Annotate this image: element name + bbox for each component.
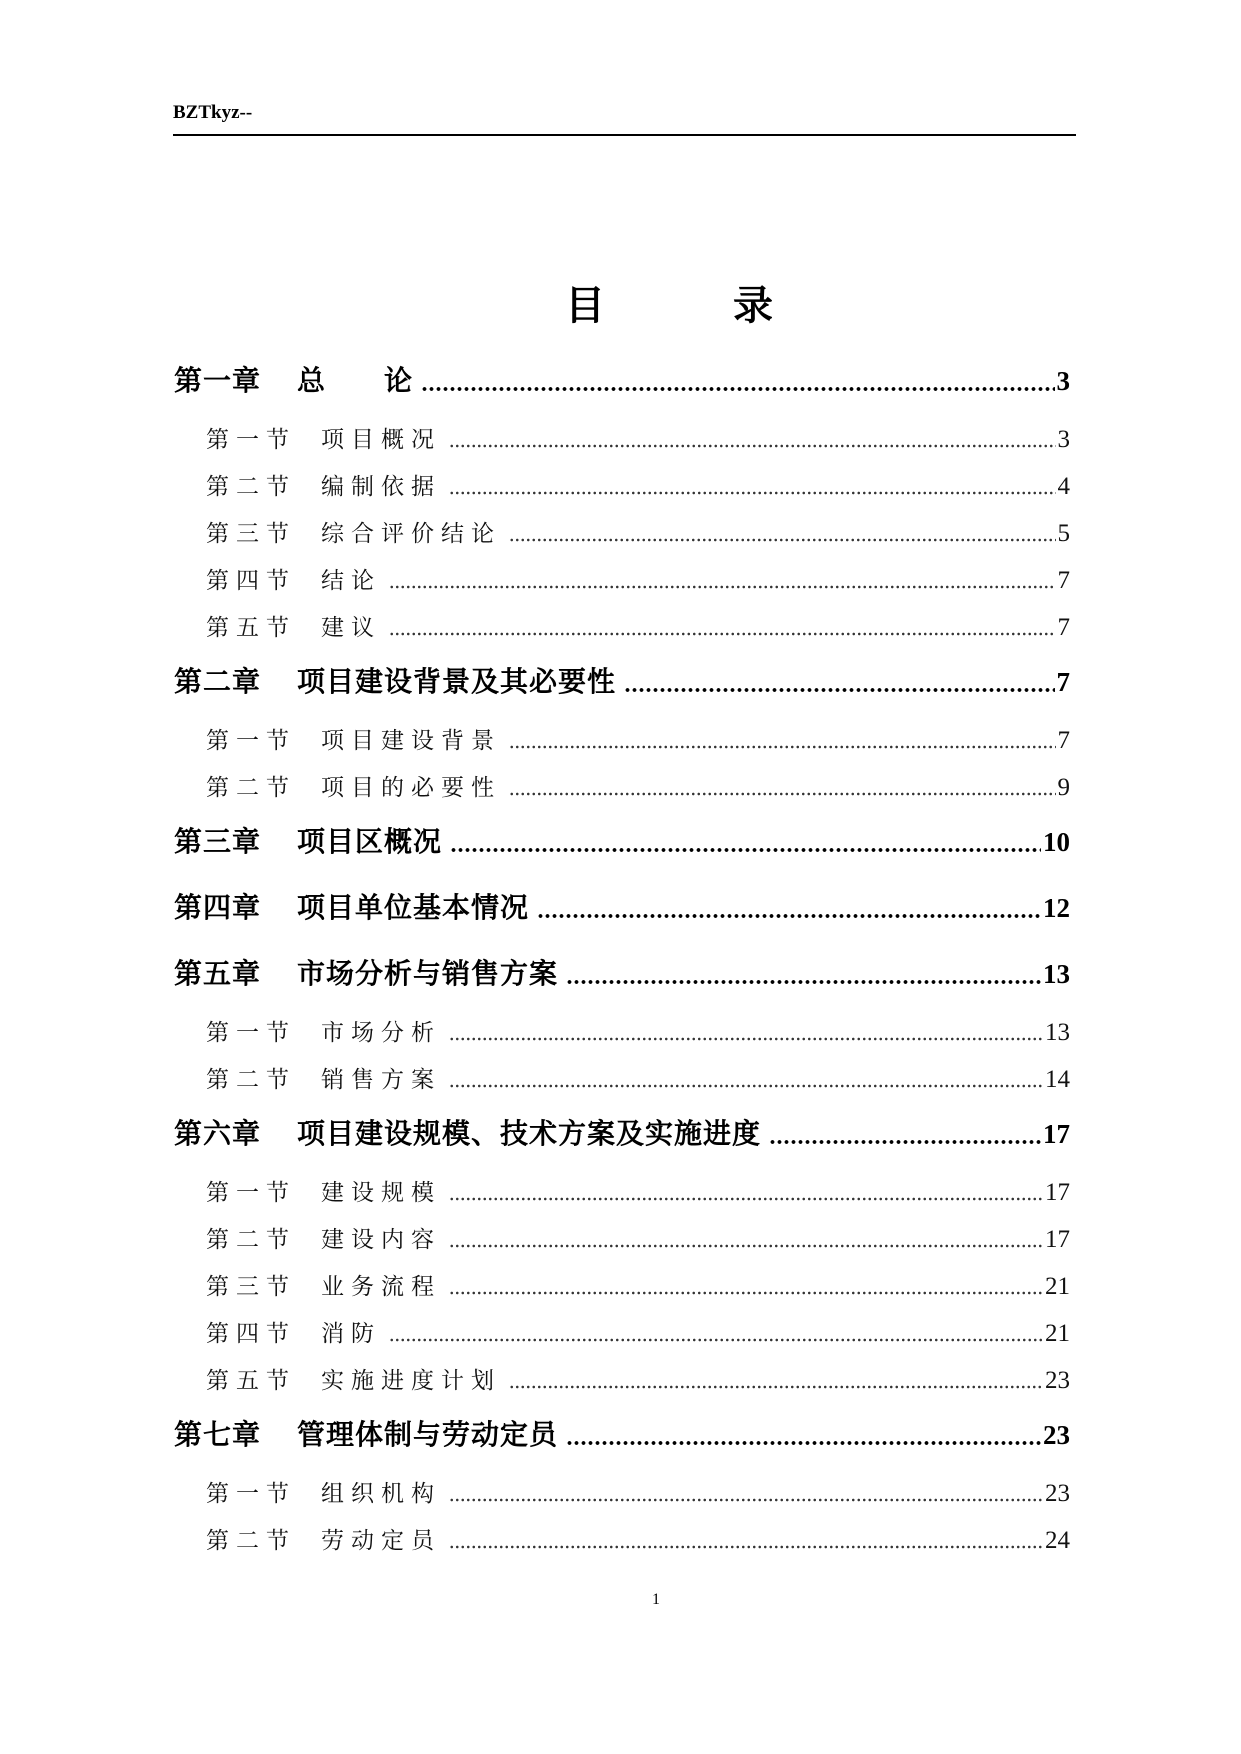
section-title: 项目建设背景 xyxy=(321,728,501,753)
section-title: 销售方案 xyxy=(321,1067,441,1092)
chapter-number: 第四章 xyxy=(174,893,262,924)
chapter-page-number: 17 xyxy=(1043,1119,1070,1149)
table-of-contents xyxy=(174,350,1070,1564)
chapter-page-number: 13 xyxy=(1043,959,1070,989)
chapter-number: 第一章 xyxy=(174,366,262,397)
dot-leader xyxy=(449,1169,1043,1216)
dot-leader xyxy=(537,885,1041,932)
toc-section-entry[interactable] xyxy=(174,604,1070,651)
section-page-number: 5 xyxy=(1057,520,1070,547)
section-page-number: 4 xyxy=(1057,473,1070,500)
chapter-page-number: 23 xyxy=(1043,1420,1070,1450)
toc-section-entry[interactable] xyxy=(174,1169,1070,1216)
dot-leader xyxy=(624,659,1054,706)
dot-leader xyxy=(566,1412,1041,1459)
dot-leader xyxy=(450,819,1041,866)
toc-chapter-entry[interactable] xyxy=(174,1111,1070,1158)
toc-section-entry[interactable] xyxy=(174,1216,1070,1263)
toc-section-entry[interactable] xyxy=(174,717,1070,764)
header-rule xyxy=(173,134,1076,136)
dot-leader xyxy=(509,764,1056,811)
toc-chapter-entry[interactable] xyxy=(174,819,1070,866)
toc-chapter-entry[interactable] xyxy=(174,659,1070,706)
section-number: 第五节 xyxy=(206,615,296,640)
dot-leader xyxy=(449,416,1056,463)
section-page-number: 21 xyxy=(1045,1320,1070,1347)
dot-leader xyxy=(389,557,1056,604)
toc-section-entry[interactable] xyxy=(174,1009,1070,1056)
section-number: 第二节 xyxy=(206,775,296,800)
dot-leader xyxy=(449,463,1056,510)
section-page-number: 24 xyxy=(1045,1527,1070,1554)
section-number: 第一节 xyxy=(206,1020,296,1045)
footer-page-number: 1 xyxy=(652,1591,660,1608)
chapter-title: 市场分析与销售方案 xyxy=(297,959,559,990)
section-number: 第四节 xyxy=(206,568,296,593)
dot-leader xyxy=(509,510,1056,557)
chapter-page-number: 7 xyxy=(1056,667,1070,697)
chapter-page-number: 12 xyxy=(1043,893,1070,923)
section-title: 消防 xyxy=(321,1321,381,1346)
dot-leader xyxy=(389,1310,1043,1357)
chapter-number: 第二章 xyxy=(174,667,262,698)
dot-leader xyxy=(389,604,1056,651)
chapter-title: 项目区概况 xyxy=(297,827,443,858)
toc-title: 目 录 xyxy=(565,283,775,328)
section-number: 第三节 xyxy=(206,521,296,546)
section-number: 第五节 xyxy=(206,1368,296,1393)
toc-section-entry[interactable] xyxy=(174,764,1070,811)
toc-chapter-entry[interactable] xyxy=(174,951,1070,998)
section-number: 第二节 xyxy=(206,1528,296,1553)
chapter-title: 管理体制与劳动定员 xyxy=(297,1420,559,1451)
dot-leader xyxy=(449,1517,1043,1564)
section-title: 实施进度计划 xyxy=(321,1368,501,1393)
dot-leader xyxy=(449,1263,1043,1310)
section-title: 编制依据 xyxy=(321,474,441,499)
section-title: 市场分析 xyxy=(321,1020,441,1045)
dot-leader xyxy=(449,1470,1043,1517)
toc-section-entry[interactable] xyxy=(174,1357,1070,1404)
chapter-page-number: 10 xyxy=(1043,827,1070,857)
section-page-number: 23 xyxy=(1045,1367,1070,1394)
chapter-title: 总 论 xyxy=(297,366,414,397)
toc-chapter-entry[interactable] xyxy=(174,358,1070,405)
section-title: 组织机构 xyxy=(321,1481,441,1506)
section-page-number: 9 xyxy=(1057,774,1070,801)
header-document-code: BZTkyz-- xyxy=(173,102,253,123)
dot-leader xyxy=(769,1111,1041,1158)
section-page-number: 7 xyxy=(1057,614,1070,641)
section-title: 综合评价结论 xyxy=(321,521,501,546)
section-number: 第一节 xyxy=(206,728,296,753)
section-number: 第三节 xyxy=(206,1274,296,1299)
section-page-number: 7 xyxy=(1057,567,1070,594)
chapter-title: 项目建设背景及其必要性 xyxy=(297,667,617,698)
section-page-number: 14 xyxy=(1045,1066,1070,1093)
dot-leader xyxy=(449,1056,1043,1103)
dot-leader xyxy=(421,358,1054,405)
section-number: 第二节 xyxy=(206,474,296,499)
dot-leader xyxy=(566,951,1041,998)
section-page-number: 7 xyxy=(1057,727,1070,754)
dot-leader xyxy=(509,1357,1043,1404)
section-title: 建设规模 xyxy=(321,1180,441,1205)
chapter-number: 第五章 xyxy=(174,959,262,990)
section-title: 结论 xyxy=(321,568,381,593)
section-title: 建议 xyxy=(321,615,381,640)
chapter-title: 项目单位基本情况 xyxy=(297,893,530,924)
section-number: 第一节 xyxy=(206,427,296,452)
section-title: 业务流程 xyxy=(321,1274,441,1299)
toc-section-entry[interactable] xyxy=(174,510,1070,557)
chapter-page-number: 3 xyxy=(1056,366,1070,396)
chapter-number: 第七章 xyxy=(174,1420,262,1451)
chapter-number: 第三章 xyxy=(174,827,262,858)
chapter-title: 项目建设规模、技术方案及实施进度 xyxy=(297,1119,762,1150)
section-number: 第一节 xyxy=(206,1481,296,1506)
section-title: 劳动定员 xyxy=(321,1528,441,1553)
section-page-number: 17 xyxy=(1045,1226,1070,1253)
section-page-number: 23 xyxy=(1045,1480,1070,1507)
toc-chapter-entry[interactable] xyxy=(174,1412,1070,1459)
section-page-number: 13 xyxy=(1045,1019,1070,1046)
chapter-number: 第六章 xyxy=(174,1119,262,1150)
section-number: 第四节 xyxy=(206,1321,296,1346)
section-page-number: 17 xyxy=(1045,1179,1070,1206)
section-number: 第一节 xyxy=(206,1180,296,1205)
section-title: 项目概况 xyxy=(321,427,441,452)
toc-section-entry[interactable] xyxy=(174,1517,1070,1564)
section-number: 第二节 xyxy=(206,1227,296,1252)
section-number: 第二节 xyxy=(206,1067,296,1092)
toc-chapter-entry[interactable] xyxy=(174,885,1070,932)
toc-section-entry[interactable] xyxy=(174,463,1070,510)
toc-section-entry[interactable] xyxy=(174,1056,1070,1103)
section-title: 项目的必要性 xyxy=(321,775,501,800)
toc-section-entry[interactable] xyxy=(174,416,1070,463)
section-title: 建设内容 xyxy=(321,1227,441,1252)
toc-section-entry[interactable] xyxy=(174,1470,1070,1517)
dot-leader xyxy=(449,1216,1043,1263)
toc-section-entry[interactable] xyxy=(174,1310,1070,1357)
toc-section-entry[interactable] xyxy=(174,557,1070,604)
toc-section-entry[interactable] xyxy=(174,1263,1070,1310)
section-page-number: 21 xyxy=(1045,1273,1070,1300)
dot-leader xyxy=(449,1009,1043,1056)
dot-leader xyxy=(509,717,1056,764)
section-page-number: 3 xyxy=(1057,426,1070,453)
